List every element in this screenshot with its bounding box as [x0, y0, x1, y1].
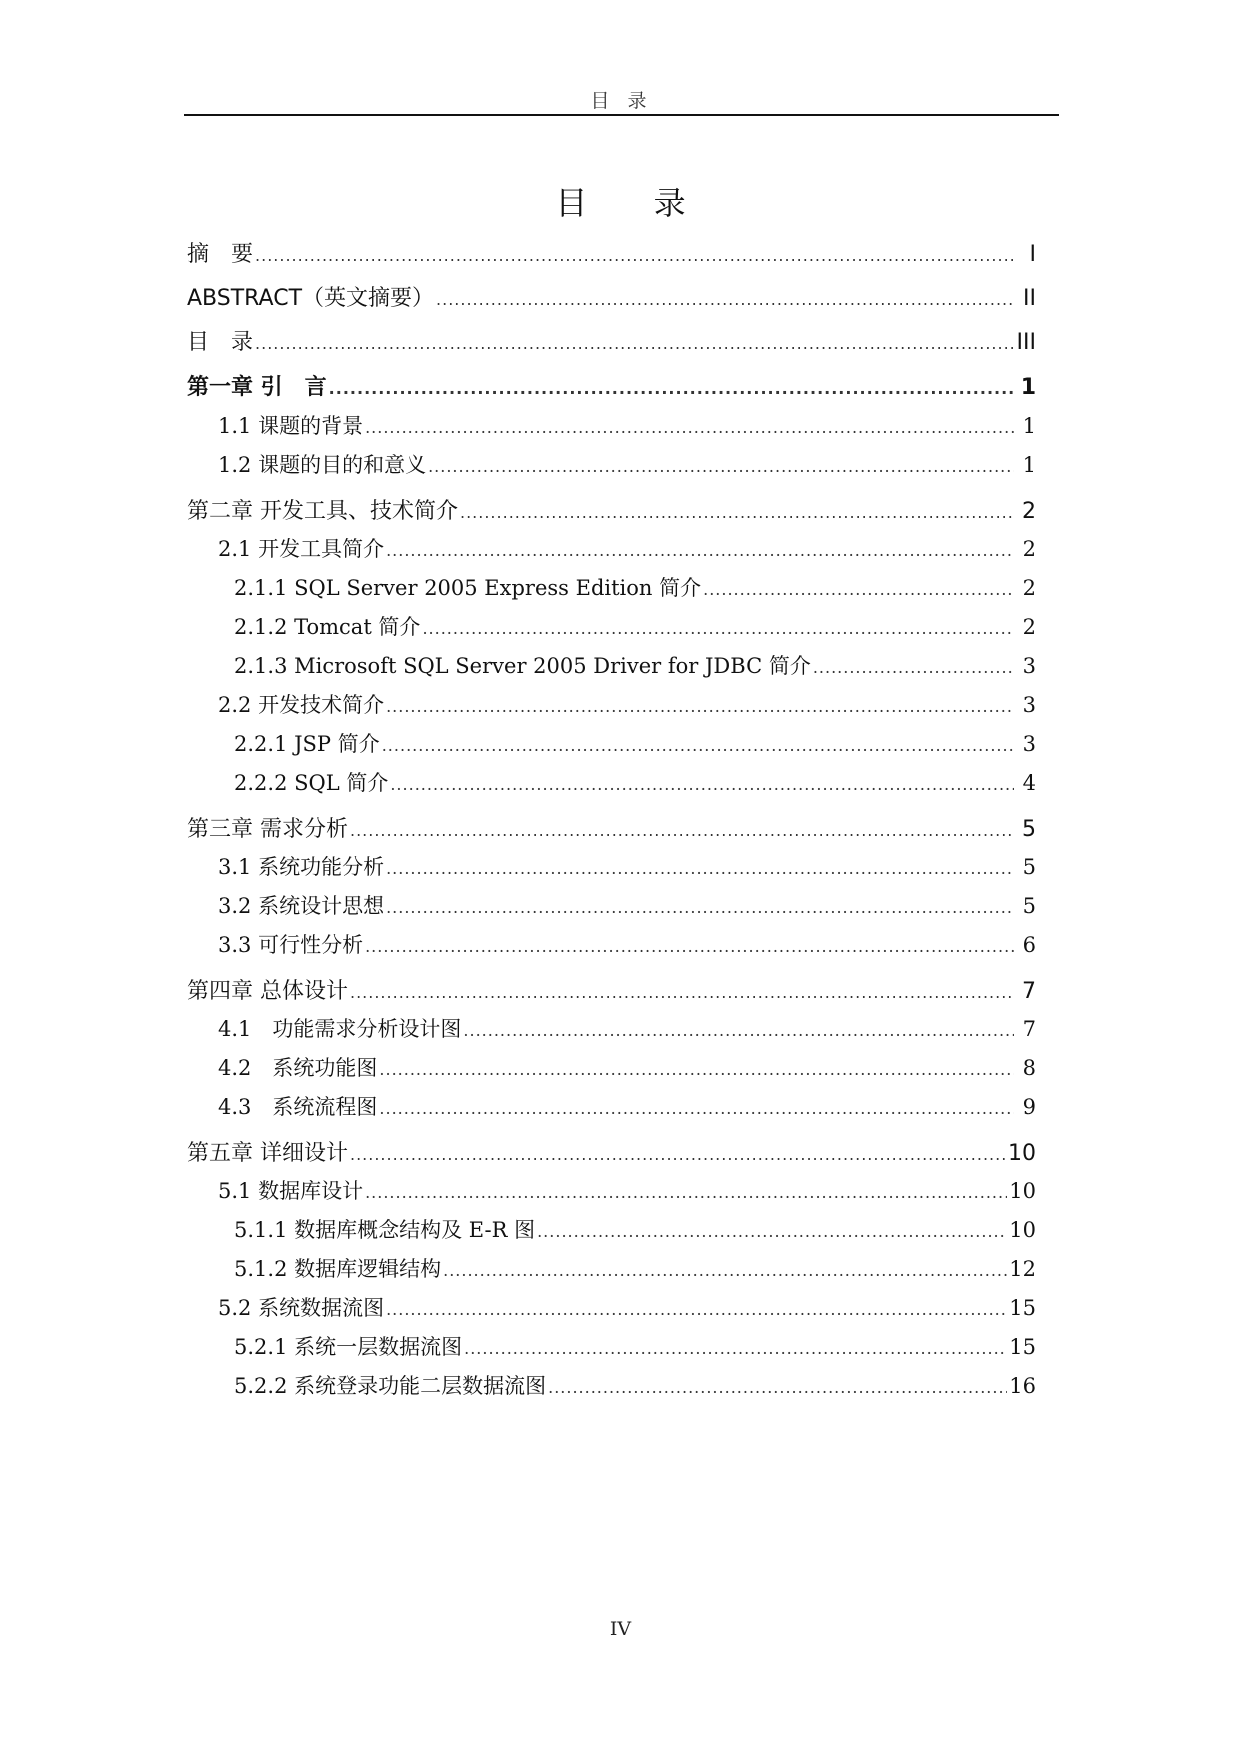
- toc-entry-page: 15: [1009, 1296, 1036, 1320]
- toc-entry-label: 3.2 系统设计思想: [218, 894, 385, 918]
- toc-entry-label: 5.1.1 数据库概念结构及 E-R 图: [234, 1218, 536, 1242]
- toc-dot-leader: [386, 541, 1014, 560]
- toc-entry-page: 16: [1009, 1374, 1036, 1398]
- toc-entry[interactable]: [218, 689, 1036, 723]
- toc-entry-page: 6: [1022, 933, 1036, 957]
- toc-dot-leader: [464, 1339, 1007, 1358]
- toc-entry-page: 2: [1022, 537, 1036, 561]
- toc-entry-page: 5: [1022, 817, 1036, 842]
- toc-entry-page: 10: [1009, 1218, 1036, 1242]
- toc-dot-leader: [255, 246, 1014, 265]
- toc-entry-label: 5.1 数据库设计: [218, 1179, 364, 1203]
- toc-entry-label: 2.1 开发工具简介: [218, 537, 385, 561]
- toc-entry[interactable]: [218, 1052, 1036, 1086]
- toc-dot-leader: [329, 379, 1014, 398]
- toc-entry[interactable]: [187, 812, 1036, 846]
- toc-dot-leader: [365, 937, 1014, 956]
- toc-entry-page: 2: [1022, 576, 1036, 600]
- toc-entry-label: 第五章 详细设计: [187, 1141, 348, 1166]
- toc-entry[interactable]: [234, 650, 1036, 684]
- toc-entry-label: 摘 要: [187, 242, 254, 267]
- toc-dot-leader: [386, 859, 1014, 878]
- toc-entry-label: 4.3 系统流程图: [218, 1095, 378, 1119]
- toc-entry[interactable]: [187, 325, 1036, 359]
- toc-entry-page: 1: [1022, 453, 1036, 477]
- toc-entry-page: 8: [1022, 1056, 1036, 1080]
- toc-entry[interactable]: [234, 1214, 1036, 1248]
- toc-entry-label: 5.1.2 数据库逻辑结构: [234, 1257, 442, 1281]
- toc-entry-page: 1: [1022, 414, 1036, 438]
- toc-entry-label: 2.1.2 Tomcat 简介: [234, 615, 421, 639]
- toc-entry[interactable]: [218, 533, 1036, 567]
- toc-entry-label: 5.2.1 系统一层数据流图: [234, 1335, 463, 1359]
- toc-dot-leader: [255, 334, 1014, 353]
- toc-entry-page: 5: [1022, 894, 1036, 918]
- toc-entry-page: 2: [1022, 615, 1036, 639]
- toc-entry[interactable]: [218, 851, 1036, 885]
- toc-entry-page: 7: [1022, 1017, 1036, 1041]
- toc-dot-leader: [390, 775, 1014, 794]
- toc-entry-label: ABSTRACT（英文摘要）: [187, 286, 435, 311]
- toc-entry-label: 3.1 系统功能分析: [218, 855, 385, 879]
- toc-dot-leader: [386, 697, 1014, 716]
- toc-entry-label: 2.2.1 JSP 简介: [234, 732, 380, 756]
- toc-title: 目 录: [555, 184, 714, 222]
- toc-entry-page: 3: [1022, 732, 1036, 756]
- toc-dot-leader: [382, 736, 1014, 755]
- toc-dot-leader: [386, 1300, 1007, 1319]
- toc-entry-page: 7: [1022, 979, 1036, 1004]
- toc-dot-leader: [350, 983, 1014, 1002]
- toc-entry-page: 5: [1022, 855, 1036, 879]
- toc-entry-label: 2.1.3 Microsoft SQL Server 2005 Driver for JDBC 简介: [234, 654, 811, 678]
- toc-entry-page: I: [1029, 242, 1036, 267]
- toc-entry-page: 15: [1009, 1335, 1036, 1359]
- toc-entry[interactable]: [187, 494, 1036, 528]
- toc-entry[interactable]: [234, 1370, 1036, 1404]
- page-number: IV: [609, 1618, 632, 1640]
- toc-entry[interactable]: [234, 767, 1036, 801]
- toc-dot-leader: [436, 290, 1014, 309]
- toc-entry[interactable]: [234, 728, 1036, 762]
- toc-dot-leader: [460, 503, 1014, 522]
- running-header: 目 录: [590, 90, 653, 112]
- toc-dot-leader: [365, 1183, 1007, 1202]
- toc-entry-page: 10: [1009, 1179, 1036, 1203]
- toc-entry-page: 4: [1022, 771, 1036, 795]
- toc-entry-label: 3.3 可行性分析: [218, 933, 364, 957]
- toc-entry-label: 目 录: [187, 330, 254, 355]
- toc-entry[interactable]: [187, 1136, 1036, 1170]
- toc-entry-page: 1: [1020, 375, 1036, 400]
- toc-entry-page: 2: [1022, 499, 1036, 524]
- toc-entry[interactable]: [187, 974, 1036, 1008]
- toc-entry-label: 1.1 课题的背景: [218, 414, 364, 438]
- toc-entry-label: 第一章 引 言: [187, 375, 327, 400]
- toc-entry-label: 第三章 需求分析: [187, 817, 348, 842]
- toc-entry-page: 9: [1022, 1095, 1036, 1119]
- toc-entry-label: 第二章 开发工具、技术简介: [187, 499, 458, 524]
- toc-entry-label: 2.2 开发技术简介: [218, 693, 385, 717]
- toc-entry[interactable]: [187, 281, 1036, 315]
- toc-entry[interactable]: [234, 1253, 1036, 1287]
- toc-dot-leader: [386, 898, 1014, 917]
- toc-entry-label: 第四章 总体设计: [187, 979, 348, 1004]
- toc-entry[interactable]: [218, 890, 1036, 924]
- toc-dot-leader: [537, 1222, 1007, 1241]
- toc-entry-label: 2.1.1 SQL Server 2005 Express Edition 简介: [234, 576, 702, 600]
- toc-dot-leader: [422, 619, 1014, 638]
- toc-entry[interactable]: [234, 1331, 1036, 1365]
- toc-entry[interactable]: [187, 237, 1036, 271]
- toc-entry[interactable]: [218, 410, 1036, 444]
- toc-entry[interactable]: [218, 449, 1036, 483]
- toc-entry[interactable]: [187, 370, 1036, 404]
- toc-dot-leader: [379, 1099, 1014, 1118]
- toc-dot-leader: [350, 1145, 1006, 1164]
- toc-entry-page: 10: [1008, 1141, 1036, 1166]
- toc-dot-leader: [443, 1261, 1007, 1280]
- toc-dot-leader: [703, 580, 1014, 599]
- toc-entry[interactable]: [218, 1013, 1036, 1047]
- toc-entry-label: 4.2 系统功能图: [218, 1056, 378, 1080]
- toc-entry[interactable]: [218, 1292, 1036, 1326]
- toc-entry[interactable]: [218, 929, 1036, 963]
- toc-entry-page: 3: [1022, 654, 1036, 678]
- toc-dot-leader: [365, 418, 1014, 437]
- toc-entry-label: 2.2.2 SQL 简介: [234, 771, 389, 795]
- toc-dot-leader: [548, 1378, 1007, 1397]
- toc-entry-label: 4.1 功能需求分析设计图: [218, 1017, 462, 1041]
- toc-entry[interactable]: [218, 1091, 1036, 1125]
- toc-entry[interactable]: [234, 572, 1036, 606]
- toc-dot-leader: [428, 457, 1014, 476]
- toc-dot-leader: [350, 821, 1014, 840]
- toc-entry-label: 5.2 系统数据流图: [218, 1296, 385, 1320]
- toc-entry-label: 5.2.2 系统登录功能二层数据流图: [234, 1374, 547, 1398]
- toc-entry[interactable]: [218, 1175, 1036, 1209]
- toc-dot-leader: [379, 1060, 1014, 1079]
- toc-dot-leader: [813, 658, 1014, 677]
- toc-entry-page: 3: [1022, 693, 1036, 717]
- toc-dot-leader: [463, 1021, 1014, 1040]
- toc-entry-page: II: [1023, 286, 1036, 311]
- toc-entry-page: 12: [1009, 1257, 1036, 1281]
- toc-entry[interactable]: [234, 611, 1036, 645]
- toc-entry-label: 1.2 课题的目的和意义: [218, 453, 427, 477]
- toc-entry-page: III: [1016, 330, 1036, 355]
